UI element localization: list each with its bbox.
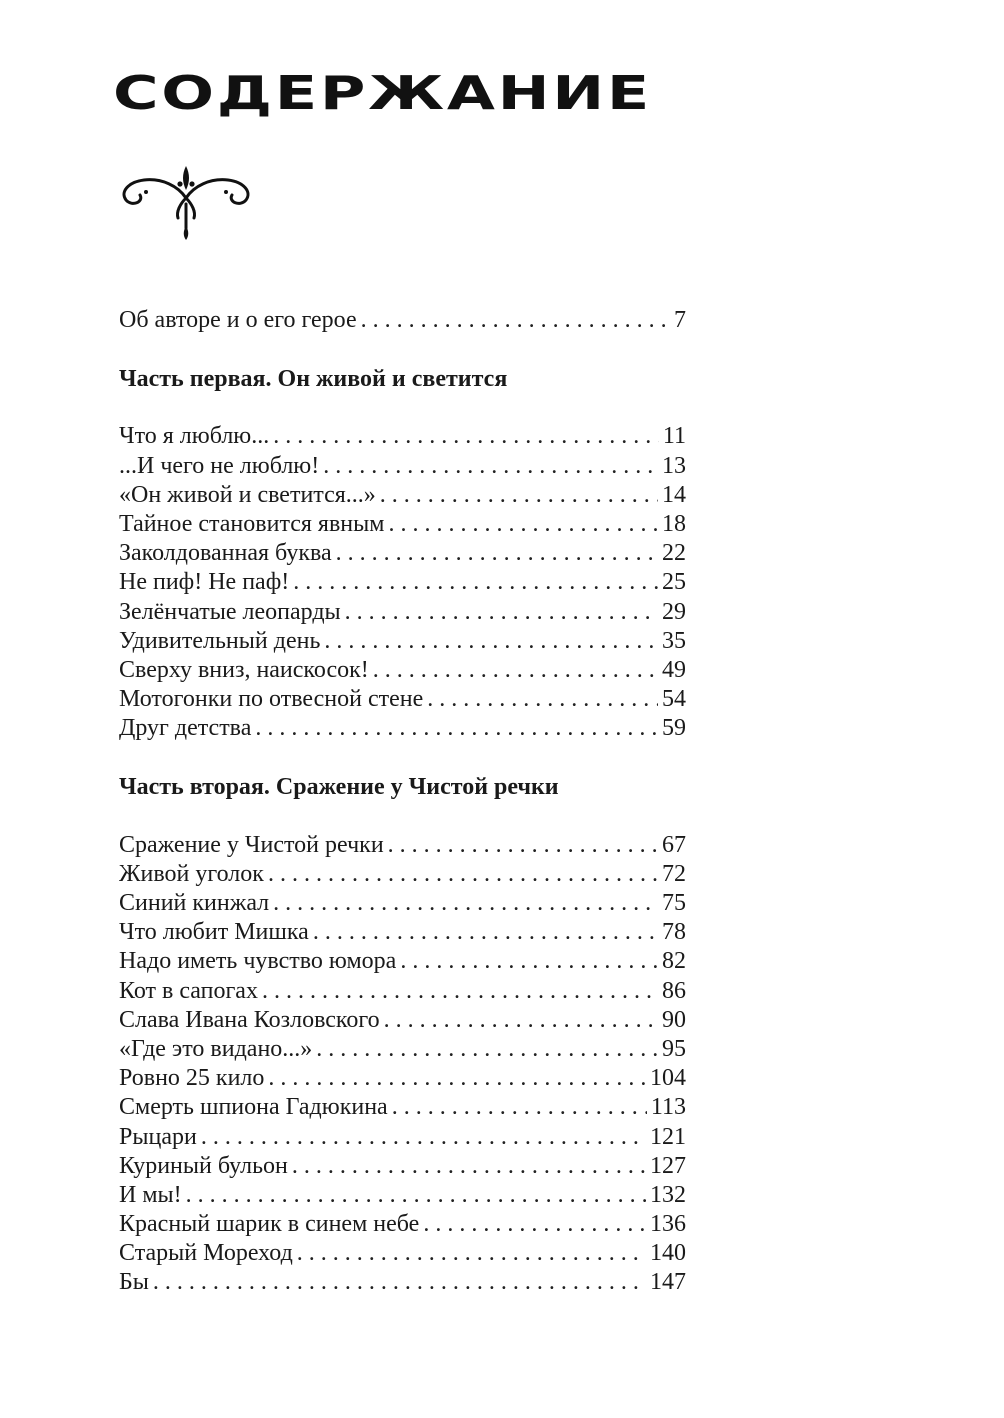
dot-leader: [255, 714, 658, 743]
toc-entry[interactable]: [119, 831, 686, 860]
dot-leader: [297, 1239, 646, 1268]
dot-leader: [292, 1152, 646, 1181]
dot-leader: [153, 1268, 646, 1297]
toc-entry[interactable]: [119, 860, 686, 889]
toc-entry[interactable]: [119, 1268, 686, 1297]
toc-entry[interactable]: [119, 539, 686, 568]
toc-entry-title: Что я люблю...: [119, 423, 270, 450]
dot-leader: [186, 1181, 646, 1210]
dot-leader: [336, 539, 658, 568]
toc-entry-title: Слава Ивана Козловского: [119, 1006, 380, 1033]
toc-entry-page: 132: [650, 1181, 686, 1208]
toc-entry-page: 82: [662, 948, 686, 975]
dot-leader: [388, 510, 658, 539]
part-heading: Часть первая. Он живой и светится: [119, 366, 508, 393]
toc-entry-page: 104: [650, 1065, 686, 1092]
toc-entry-title: Живой уголок: [119, 860, 264, 887]
toc-entry-page: 35: [662, 627, 686, 654]
toc-entry-page: 7: [674, 307, 686, 333]
toc-entry-title: Рыцари: [119, 1123, 197, 1150]
toc-entry-title: Старый Мореход: [119, 1240, 293, 1267]
toc-entry[interactable]: [119, 1093, 686, 1122]
toc-entry-title: Сражение у Чистой речки: [119, 831, 384, 858]
toc-entry[interactable]: [119, 918, 686, 947]
dot-leader: [273, 422, 659, 451]
toc-entry-page: 13: [662, 452, 686, 479]
toc-entry[interactable]: [119, 947, 686, 976]
toc-entry-title: Зелёнчатые леопарды: [119, 598, 341, 625]
toc-entry-title: Заколдованная буква: [119, 540, 332, 567]
toc-entry-page: 59: [662, 715, 686, 742]
toc-entry-title: Куриный бульон: [119, 1152, 288, 1179]
part-one-entries: [119, 422, 686, 743]
page-title: СОДЕРЖАНИЕ: [113, 66, 653, 120]
toc-entry-page: 72: [662, 860, 686, 887]
toc-entry-title: «Где это видано...»: [119, 1035, 313, 1062]
toc-entry-page: 25: [662, 569, 686, 596]
toc-entry[interactable]: [119, 598, 686, 627]
dot-leader: [268, 860, 658, 889]
toc-entry-title: Об авторе и о его герое: [119, 307, 357, 333]
toc-entry-title: «Он живой и светится...»: [119, 481, 376, 508]
toc-entry-page: 29: [662, 598, 686, 625]
toc-entry[interactable]: [119, 685, 686, 714]
toc-entry-page: 127: [650, 1152, 686, 1179]
toc-entry[interactable]: [119, 714, 686, 743]
toc-entry-title: Смерть шпиона Гадюкина: [119, 1094, 388, 1121]
part-heading: Часть вторая. Сражение у Чистой речки: [119, 774, 559, 801]
toc-entry[interactable]: [119, 889, 686, 918]
toc-entry-page: 78: [662, 919, 686, 946]
dot-leader: [323, 452, 658, 481]
dot-leader: [392, 1093, 647, 1122]
toc-entry[interactable]: [119, 1035, 686, 1064]
dot-leader: [388, 831, 658, 860]
toc-entry[interactable]: [119, 977, 686, 1006]
toc-entry-title: Красный шарик в синем небе: [119, 1211, 420, 1238]
toc-entry-title: Кот в сапогах: [119, 977, 258, 1004]
dot-leader: [262, 977, 658, 1006]
toc-entry-page: 113: [650, 1094, 686, 1121]
toc-entry[interactable]: [119, 1006, 686, 1035]
toc-entry-page: 14: [662, 481, 686, 508]
toc-entry[interactable]: [119, 568, 686, 597]
toc-entry[interactable]: [119, 1181, 686, 1210]
toc-entry-intro[interactable]: [119, 306, 686, 335]
toc-entry-title: Друг детства: [119, 715, 252, 742]
table-of-contents: [119, 306, 686, 1298]
toc-entry[interactable]: [119, 1152, 686, 1181]
toc-entry-page: 67: [662, 831, 686, 858]
toc-entry-title: Бы: [119, 1269, 149, 1296]
toc-entry-page: 140: [650, 1240, 686, 1267]
toc-entry-title: Ровно 25 кило: [119, 1065, 265, 1092]
dot-leader: [373, 656, 658, 685]
dot-leader: [324, 627, 658, 656]
toc-entry-page: 49: [662, 656, 686, 683]
toc-entry-title: Тайное становится явным: [119, 510, 385, 537]
dot-leader: [273, 889, 658, 918]
dot-leader: [293, 568, 658, 597]
toc-entry-title: Что любит Мишка: [119, 919, 309, 946]
toc-entry-title: И мы!: [119, 1181, 182, 1208]
toc-entry[interactable]: [119, 1210, 686, 1239]
toc-entry-page: 90: [662, 1006, 686, 1033]
toc-entry-page: 75: [662, 890, 686, 916]
toc-entry-title: Удивительный день: [119, 627, 321, 654]
toc-entry-page: 54: [662, 686, 686, 713]
toc-entry[interactable]: [119, 1239, 686, 1268]
toc-entry[interactable]: [119, 656, 686, 685]
toc-entry-title: Мотогонки по отвесной стене: [119, 686, 424, 713]
toc-entry-title: ...И чего не люблю!: [119, 452, 320, 479]
toc-entry[interactable]: [119, 422, 686, 451]
dot-leader: [384, 1006, 658, 1035]
dot-leader: [361, 306, 670, 335]
dot-leader: [380, 481, 658, 510]
toc-entry-page: 86: [662, 977, 686, 1004]
dot-leader: [313, 918, 658, 947]
dot-leader: [427, 685, 658, 714]
toc-entry-page: 147: [650, 1269, 686, 1296]
toc-entry-page: 136: [650, 1211, 686, 1238]
toc-entry-title: Синий кинжал: [119, 890, 270, 916]
toc-entry[interactable]: [119, 627, 686, 656]
toc-entry-page: 22: [662, 540, 686, 567]
dot-leader: [201, 1123, 646, 1152]
toc-entry[interactable]: [119, 481, 686, 510]
toc-entry-page: 11: [662, 423, 686, 450]
toc-entry[interactable]: [119, 1064, 686, 1093]
toc-entry-title: Сверху вниз, наискосок!: [119, 656, 369, 683]
toc-entry-page: 121: [650, 1123, 686, 1150]
dot-leader: [316, 1035, 658, 1064]
fleuron-scroll-icon: [116, 160, 256, 244]
dot-leader: [268, 1064, 646, 1093]
dot-leader: [400, 947, 658, 976]
toc-entry-page: 18: [662, 510, 686, 537]
toc-entry[interactable]: [119, 510, 686, 539]
dot-leader: [345, 598, 658, 627]
part-two-entries: [119, 831, 686, 1298]
toc-entry-title: Надо иметь чувство юмора: [119, 948, 397, 975]
toc-entry[interactable]: [119, 1123, 686, 1152]
toc-entry-page: 95: [662, 1035, 686, 1062]
dot-leader: [423, 1210, 646, 1239]
toc-entry-title: Не пиф! Не паф!: [119, 569, 290, 596]
toc-entry[interactable]: [119, 452, 686, 481]
